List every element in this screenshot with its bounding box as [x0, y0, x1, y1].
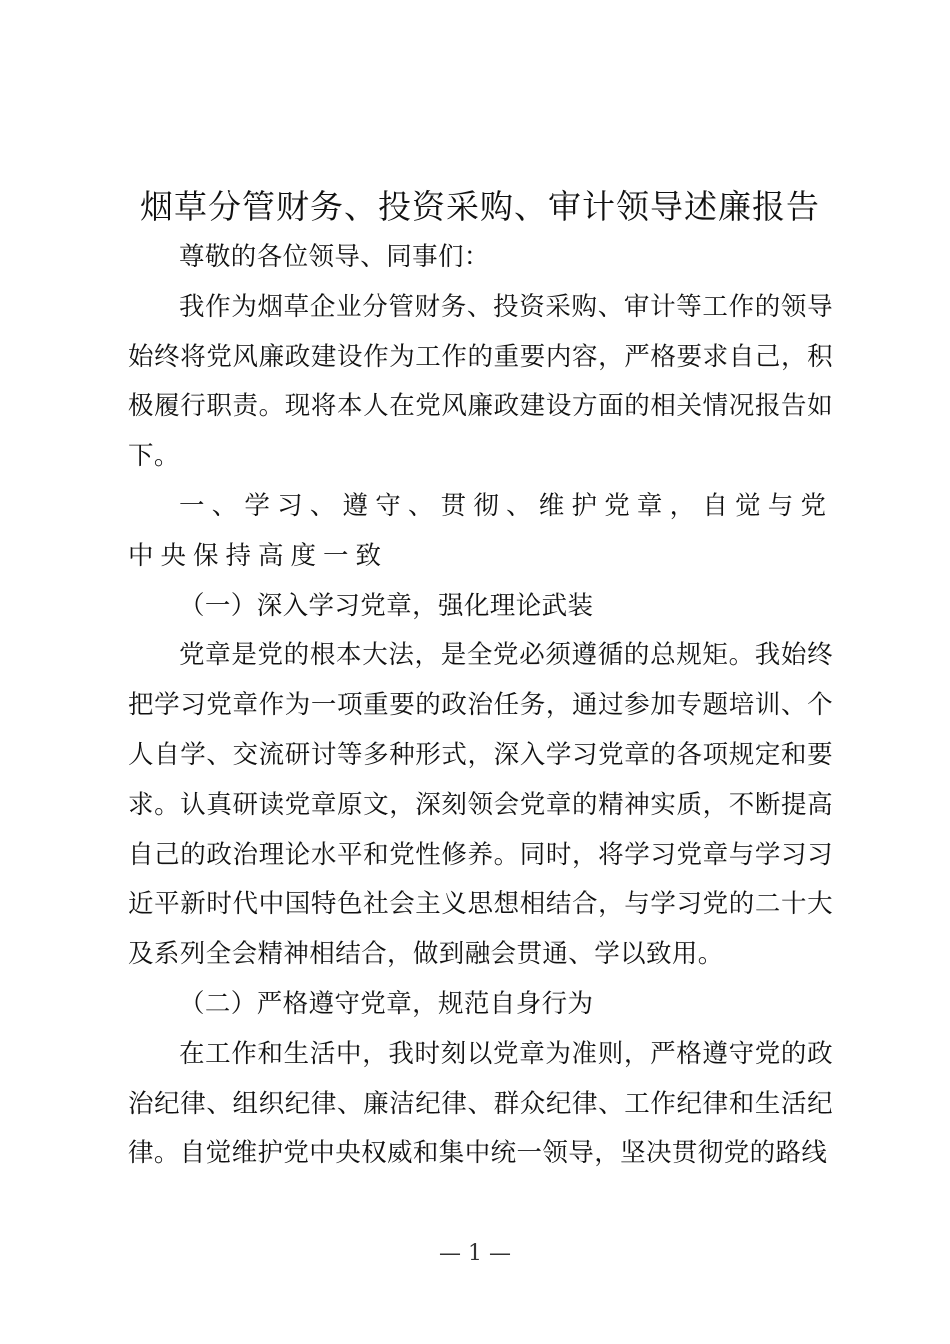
subsection-body-2: 在工作和生活中，我时刻以党章为准则，严格遵守党的政治纪律、组织纪律、廉洁纪律、群众纪律、工作纪律和生活纪律。自觉维护党中央权威和集中统一领导，坚决贯彻党的路线	[128, 1038, 833, 1169]
section-heading-1: 一、学习、遵守、贯彻、维护党章，自觉与党中央保持高度一致	[128, 490, 833, 571]
document-title: 烟草分管财务、投资采购、审计领导述廉报告	[140, 187, 820, 226]
subsection-heading-2: （二）严格遵守党章，规范自身行为	[179, 988, 594, 1019]
intro-paragraph: 我作为烟草企业分管财务、投资采购、审计等工作的领导始终将党风廉政建设作为工作的重要内容，严格要求自己，积极履行职责。现将本人在党风廉政建设方面的相关情况报告如下。	[128, 291, 833, 472]
page-number: — 1 —	[439, 1241, 511, 1266]
subsection-body-1: 党章是党的根本大法，是全党必须遵循的总规矩。我始终把学习党章作为一项重要的政治任务，通过参加专题培训、个人自学、交流研讨等多种形式，深入学习党章的各项规定和要求。认真研读党章原文，深刻领会党章的精神实质，不断提高自己的政治理论水平和党性修养。同时，将学习党章与学习习近平新时代中国特色社会主义思想相结合，与学习党的二十大及系列全会精神相结合，做到融会贯通、学以致用。	[128, 640, 833, 970]
subsection-heading-1: （一）深入学习党章，强化理论武装	[179, 590, 594, 621]
salutation: 尊敬的各位领导、同事们：	[179, 242, 490, 272]
document-body	[128, 233, 833, 1179]
